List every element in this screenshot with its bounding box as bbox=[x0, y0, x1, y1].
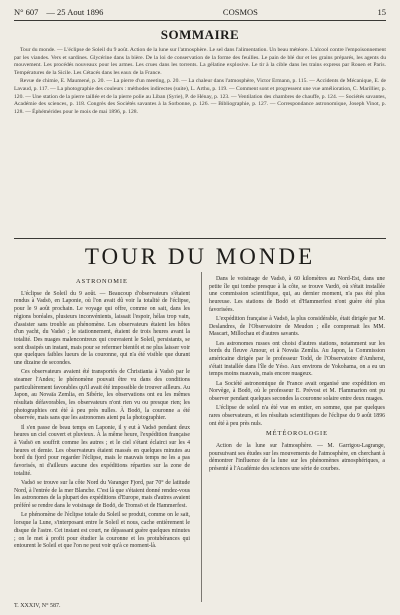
right-column-heading: MÉTÉOROLOGIE bbox=[265, 430, 329, 438]
issue-number: N° 607 bbox=[14, 7, 39, 17]
page-number: 15 bbox=[377, 7, 386, 17]
left-column bbox=[14, 276, 190, 552]
issue-date: — 25 Aout 1896 bbox=[46, 7, 104, 17]
section-title: TOUR DU MONDE bbox=[84, 244, 316, 269]
sommaire-body bbox=[14, 47, 386, 117]
page-footer: T. XXXIV, N° 587. bbox=[14, 603, 61, 609]
left-paragraph: L'éclipse de Soleil du 9 août. — Beaucoup d'observateurs s'étaient rendus à Vadsö, en Laponie, où l'on avait dû voir la totalité de l'éclipse, pour le 9 août prochain. Le voyage qui offre, comme on sait, dans les régions boréales, plusieurs inconvénients, laissait l'espoir, hélas trop vain, d'assister sans trouble au phénomène. Les observateurs étaient les hôtes d'un yacht, du Vadsö ; le stationnement, étaient de trois heures avant la totalité. Des nuages malencontreux qui couvraient le Soleil, persistants, se sont dissipés un instant, mais pour se refermer bientôt et ne plus laisser voir que quelques faibles lueurs de la couronne, qui n'a été visible que durant une dizaine de secondes. bbox=[14, 290, 190, 367]
sommaire-paragraph: Revue de chimie, E. Maumené, p. 20. — La pierre d'un meeting, p. 20. — La chaleur dans l'atmosphère, Victor Ermann, p. 115. — Accidents de Mécanique, E. de Lavaud, p. 117. — La photographie des couleurs : méthodes indirectes (suite), L. Arthu, p. 119. — Comment sont et progressent une vue amélioration, C. Marillier, p. 120. — Une station de la pierre taillée et de la pierre polie au Liban (Syrie), P. de Hénay, p. 123. — Ventilation des chambres de chauffe, p. 124. — Sociétés savantes, Académie des sciences, p. 118. Congrès des Sociétés savantes à la Sorbonne, p. 126. — Bibliographie, p. 127. — Correspondance astronomique, Joseph Vinot, p. 128. — Éphémérides pour le mois de mai 1896, p. 128. bbox=[14, 78, 386, 115]
column-divider bbox=[201, 272, 202, 602]
right-paragraph: Dans le voisinage de Vadsö, à 60 kilomètres au Nord-Est, dans une petite île qui tombe presque à la côte, se trouve Vardö, où s'était installée une commission scientifique, qui, au dernier moment, n'a pas été plus heureuse. Les stations de Bodö et d'Hammerfest n'ont guère été plus favorisées. bbox=[209, 276, 385, 313]
section-rule bbox=[14, 238, 386, 239]
sommaire-title: SOMMAIRE bbox=[160, 27, 240, 42]
left-paragraph: Vadsö se trouve sur la côte Nord du Varanger Fjord, par 70° de latitude Nord, à l'entrée de la mer Blanche. C'est là que s'étaient donné rendez-vous les astronomes de la plupart des expéditions d'Europe, mais d'autres avaient préféré se rendre dans le voisinage de Bodö, de Tromsö et de Hammerfest. bbox=[14, 480, 190, 510]
left-paragraph: Ces observateurs avaient été transportés de Christiania à Vadsö par le steamer l'Andes; le phénomène pouvait être vu dans des conditions particulièrement favorables qu'il avait été impossible de trouver ailleurs. Au Japon, au Novaïa Zemlia, en Sibérie, les observations ont eu les mêmes résultats défavorables, les observateurs n'ont rien vu ou presque rien; les photographies ont été à peu près nulles. À Bodö, la couronne a été observée, mais sans que les astronomes aient pu la photographier. bbox=[14, 369, 190, 422]
right-paragraph: L'expédition française à Vadsö, la plus considérable, était dirigée par M. Deslandres, de l'Observatoire de Meudon ; elle comprenait les MM. Mascart, Millochau et d'autres savants. bbox=[209, 316, 385, 338]
right-paragraph: La Société astronomique de France avait organisé une expédition en Norvège, à Bodö, où le professeur E. Prévost et M. Flammarion ont pu observer pendant quelques secondes la couronne solaire entre deux nuages. bbox=[209, 380, 385, 403]
sommaire-paragraph: Tour du monde. — L'éclipse de Soleil du 9 août. Action de la lune sur l'atmosphère. Le sel dans l'alimentation. Un beau météore. L'alcool contre l'empoisonnement par les viandes. Vers et sardines. Glycérine dans la bière. De la loi de conservation de la forme des feuilles. Le pain de blé dur et les grains préparés, les agents du mouvement. Les procédés nouveaux pour les armes. Les crues dans les torrents. La gélatine explosive. Le tir à la cible dans les trains express par Rouen et Paris. Températures de la Sicile. Les Cétacés dans les eaux de la France. bbox=[14, 47, 386, 76]
right-paragraph: Les astronomes russes ont choisi d'autres stations, notamment sur les bords du fleuve Amour, et à Novaïa Zemlia. Au Japon, la Commission américaine dirigée par le professeur Todd, de l'Observatoire d'Amherst, s'était installée dans l'île de Yéso. Aux environs de Yokohama, on a eu un temps moins mauvais, mais encore nuageux. bbox=[209, 340, 385, 378]
left-paragraph: Le phénomène de l'éclipse totale du Soleil se produit, comme on le sait, lorsque la Lune, s'interposant entre le Soleil et nous, cache entièrement le disque de l'astre. Cet instant est court, ne dépassant guère quelques minutes ; on le met à profit pour étudier la couronne et les protubérances qui entourent le Soleil et que l'on ne peut voir qu'à ce moment-là. bbox=[14, 512, 190, 550]
running-header bbox=[14, 6, 386, 18]
right-paragraph: Action de la lune sur l'atmosphère. — M. Garrigou-Lagrange, poursuivant ses études sur les mouvements de l'atmosphère, en cherchant à démontrer l'influence de la lune sur les phénomènes atmosphériques, a présenté à l'Académie des sciences une série de courbes. bbox=[209, 443, 385, 473]
right-column bbox=[209, 276, 385, 475]
left-column-heading: ASTRONOMIE bbox=[76, 278, 128, 285]
issue-info bbox=[14, 7, 103, 17]
journal-name: COSMOS bbox=[222, 7, 258, 17]
left-paragraph: Il s'en passe de beau temps en Laponie, il y eut à Vadsö pendant deux heures un ciel couvert et pluvieux. À la même heure, l'expédition française à Vadsö en souffrit comme les autres ; et le ciel s'étant éclairci sur les 4 heures et demie. Les observateurs étaient massés en quelques minutes au bord du fjord pour regarder l'éclipse, mais le mauvais temps ne les a pas favorisés, ni d'ailleurs aucune des expéditions réparties sur la zone de totalité. bbox=[14, 424, 190, 477]
right-paragraph: L'éclipse de soleil n'a été vue en entier, en somme, que par quelques rares observateurs, et les résultats scientifiques de l'éclipse du 9 août 1896 ont été à peu près nuls. bbox=[209, 405, 385, 427]
header-rule bbox=[14, 20, 386, 21]
